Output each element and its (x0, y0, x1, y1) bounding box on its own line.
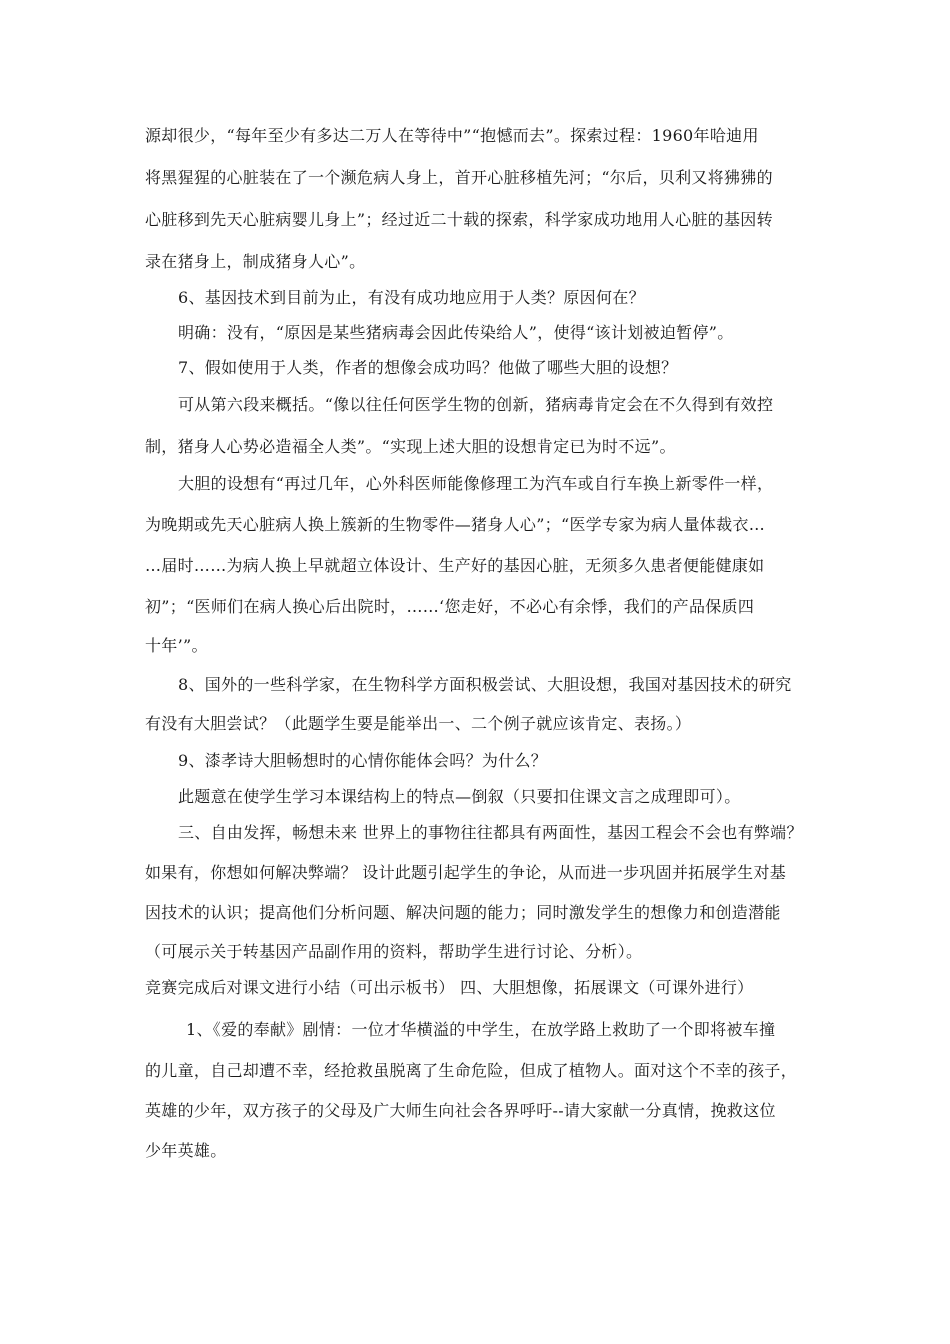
item-1-line-1: 1、《爱的奉献》剧情：一位才华横溢的中学生，在放学路上救助了一个即将被车撞 (186, 1020, 776, 1039)
question-6: 6、基因技术到目前为止，有没有成功地应用于人类？原因何在？ (178, 288, 645, 307)
text-line: 初”；“医师们在病人换心后出院时，……‘您走好，不必心有余悸，我们的产品保质四 (145, 597, 755, 616)
text-line: 如果有，你想如何解决弊端？ 设计此题引起学生的争论，从而进一步巩固并拓展学生对基 (145, 863, 787, 882)
text-line: 将黑猩猩的心脏装在了一个濒危病人身上，首开心脏移植先河；“尔后，贝利又将狒狒的 (145, 168, 773, 187)
text-line: 录在猪身上，制成猪身人心”。 (145, 252, 366, 271)
answer-7-line-2: 制，猪身人心势必造福全人类”。“实现上述大胆的设想肯定已为时不远”。 (145, 437, 676, 456)
section-3-heading: 三、自由发挥，畅想未来 世界上的事物往往都具有两面性，基因工程会不会也有弊端？ (178, 823, 803, 842)
text-line: 十年’”。 (145, 636, 208, 655)
question-8: 8、国外的一些科学家，在生物科学方面积极尝试、大胆设想，我国对基因技术的研究 (178, 675, 792, 694)
question-7: 7、假如使用于人类，作者的想像会成功吗？他做了哪些大胆的设想？ (178, 358, 678, 377)
summary-line: 竞赛完成后对课文进行小结（可出示板书） 四、大胆想像，拓展课文（可课外进行） (145, 978, 754, 997)
answer-9: 此题意在使学生学习本课结构上的特点—倒叙（只要扣住课文言之成理即可）。 (178, 787, 741, 806)
text-line: 心脏移到先天心脏病婴儿身上”；经过近二十载的探索，科学家成功地用人心脏的基因转 (145, 210, 773, 229)
question-8-cont: 有没有大胆尝试？（此题学生要是能举出一、二个例子就应该肯定、表扬。） (145, 714, 692, 733)
question-9: 9、漆孝诗大胆畅想时的心情你能体会吗？为什么？ (178, 751, 548, 770)
text-line: 为晚期或先天心脏病人换上簇新的生物零件—猪身人心”；“医学专家为病人量体裁衣… (145, 515, 766, 534)
item-1-line-2: 的儿童，自己却遭不幸，经抢救虽脱离了生命危险，但成了植物人。面对这个不幸的孩子， (145, 1061, 798, 1080)
answer-6: 明确：没有，“原因是某些猪病毒会因此传染给人”，使得“该计划被迫暂停”。 (178, 323, 734, 342)
text-line: 因技术的认识；提高他们分析问题、解决问题的能力；同时激发学生的想像力和创造潜能 (145, 903, 781, 922)
text-line: （可展示关于转基因产品副作用的资料，帮助学生进行讨论、分析）。 (145, 942, 643, 961)
item-1-line-3: 英雄的少年，双方孩子的父母及广大师生向社会各界呼吁--请大家献一分真情，挽救这位 (145, 1101, 776, 1120)
item-1-line-4: 少年英雄。 (145, 1141, 227, 1160)
text-line: …届时……为病人换上早就超立体设计、生产好的基因心脏，无须多久患者便能健康如 (145, 556, 765, 575)
answer-7-line-1: 可从第六段来概括。“像以往任何医学生物的创新，猪病毒肯定会在不久得到有效控 (178, 395, 774, 414)
text-line: 大胆的设想有“再过几年，心外科医师能像修理工为汽车或自行车换上新零件一样， (178, 474, 774, 493)
text-line: 源却很少，“每年至少有多达二万人在等待中”“抱憾而去”。探索过程：1960年哈迪用 (145, 126, 759, 145)
